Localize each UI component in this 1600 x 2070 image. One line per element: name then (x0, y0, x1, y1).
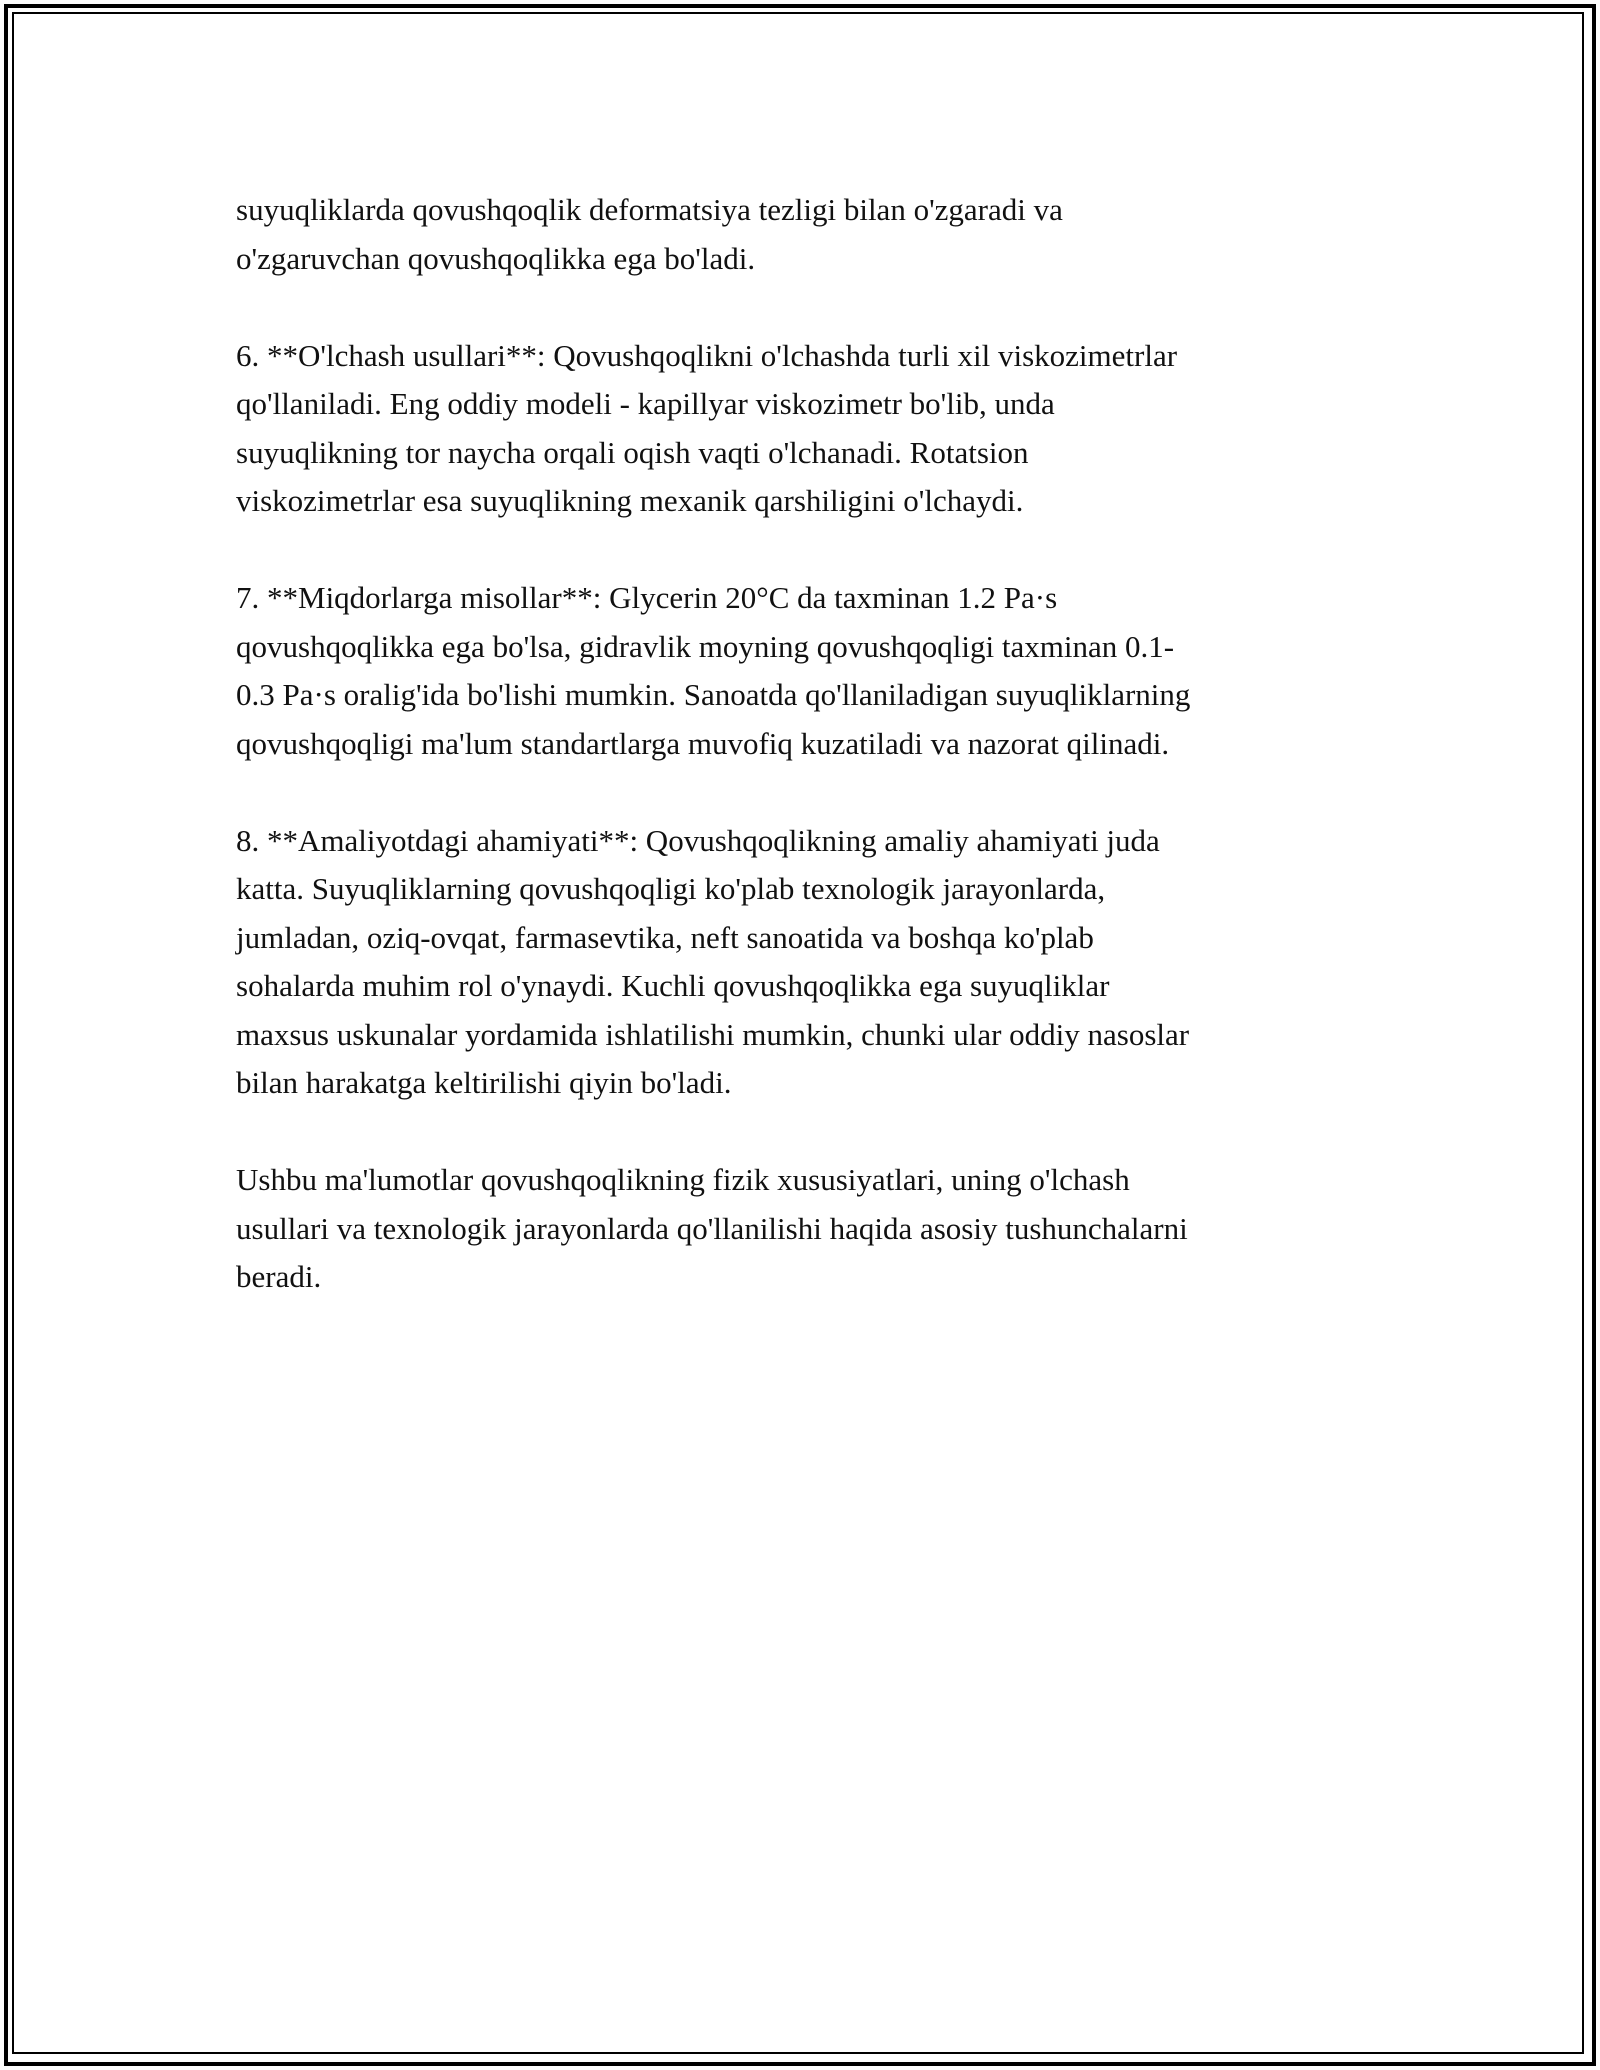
paragraph-quantity-examples: 7. **Miqdorlarga misollar**: Glycerin 20°C da taxminan 1.2 Pa·s qovushqoqlikka ega bo'lsa, gidravlik moyning qovushqoqligi taxminan 0.1- 0.3 Pa·s oralig'ida bo'lishi mumkin. Sanoatda qo'llaniladigan suyuqliklarning qovushqoqligi ma'lum standartlarga muvofiq kuzatiladi va nazorat qilinadi. (236, 580, 1191, 761)
document-body (236, 186, 1376, 1350)
paragraph-practical-importance: 8. **Amaliyotdagi ahamiyati**: Qovushqoqlikning amaliy ahamiyati juda katta. Suyuqliklarning qovushqoqligi ko'plab texnologik jarayonlarda, jumladan, oziq-ovqat, farmasevtika, neft sanoatida va boshqa ko'plab sohalarda muhim rol o'ynaydi. Kuchli qovushqoqlikka ega suyuqliklar maxsus uskunalar yordamida ishlatilishi mumkin, chunki ular oddiy nasoslar bilan harakatga keltirilishi qiyin bo'ladi. (236, 822, 1190, 1100)
paragraph-conclusion: Ushbu ma'lumotlar qovushqoqlikning fizik xususiyatlari, uning o'lchash usullari va texnologik jarayonlarda qo'llanilishi haqida asosiy tushunchalarni beradi. (236, 1162, 1188, 1294)
paragraph-measurement-methods: 6. **O'lchash usullari**: Qovushqoqlikni o'lchashda turli xil viskozimetrlar qo'llaniladi. Eng oddiy modeli - kapillyar viskozimetr bo'lib, unda suyuqlikning tor naycha orqali oqish vaqti o'lchanadi. Rotatsion viskozimetrlar esa suyuqlikning mexanik qarshiligini o'lchaydi. (236, 337, 1178, 518)
paragraph-continuation: suyuqliklarda qovushqoqlik deformatsiya tezligi bilan o'zgaradi va o'zgaruvchan qovushqoqlikka ega bo'ladi. (236, 192, 1063, 276)
